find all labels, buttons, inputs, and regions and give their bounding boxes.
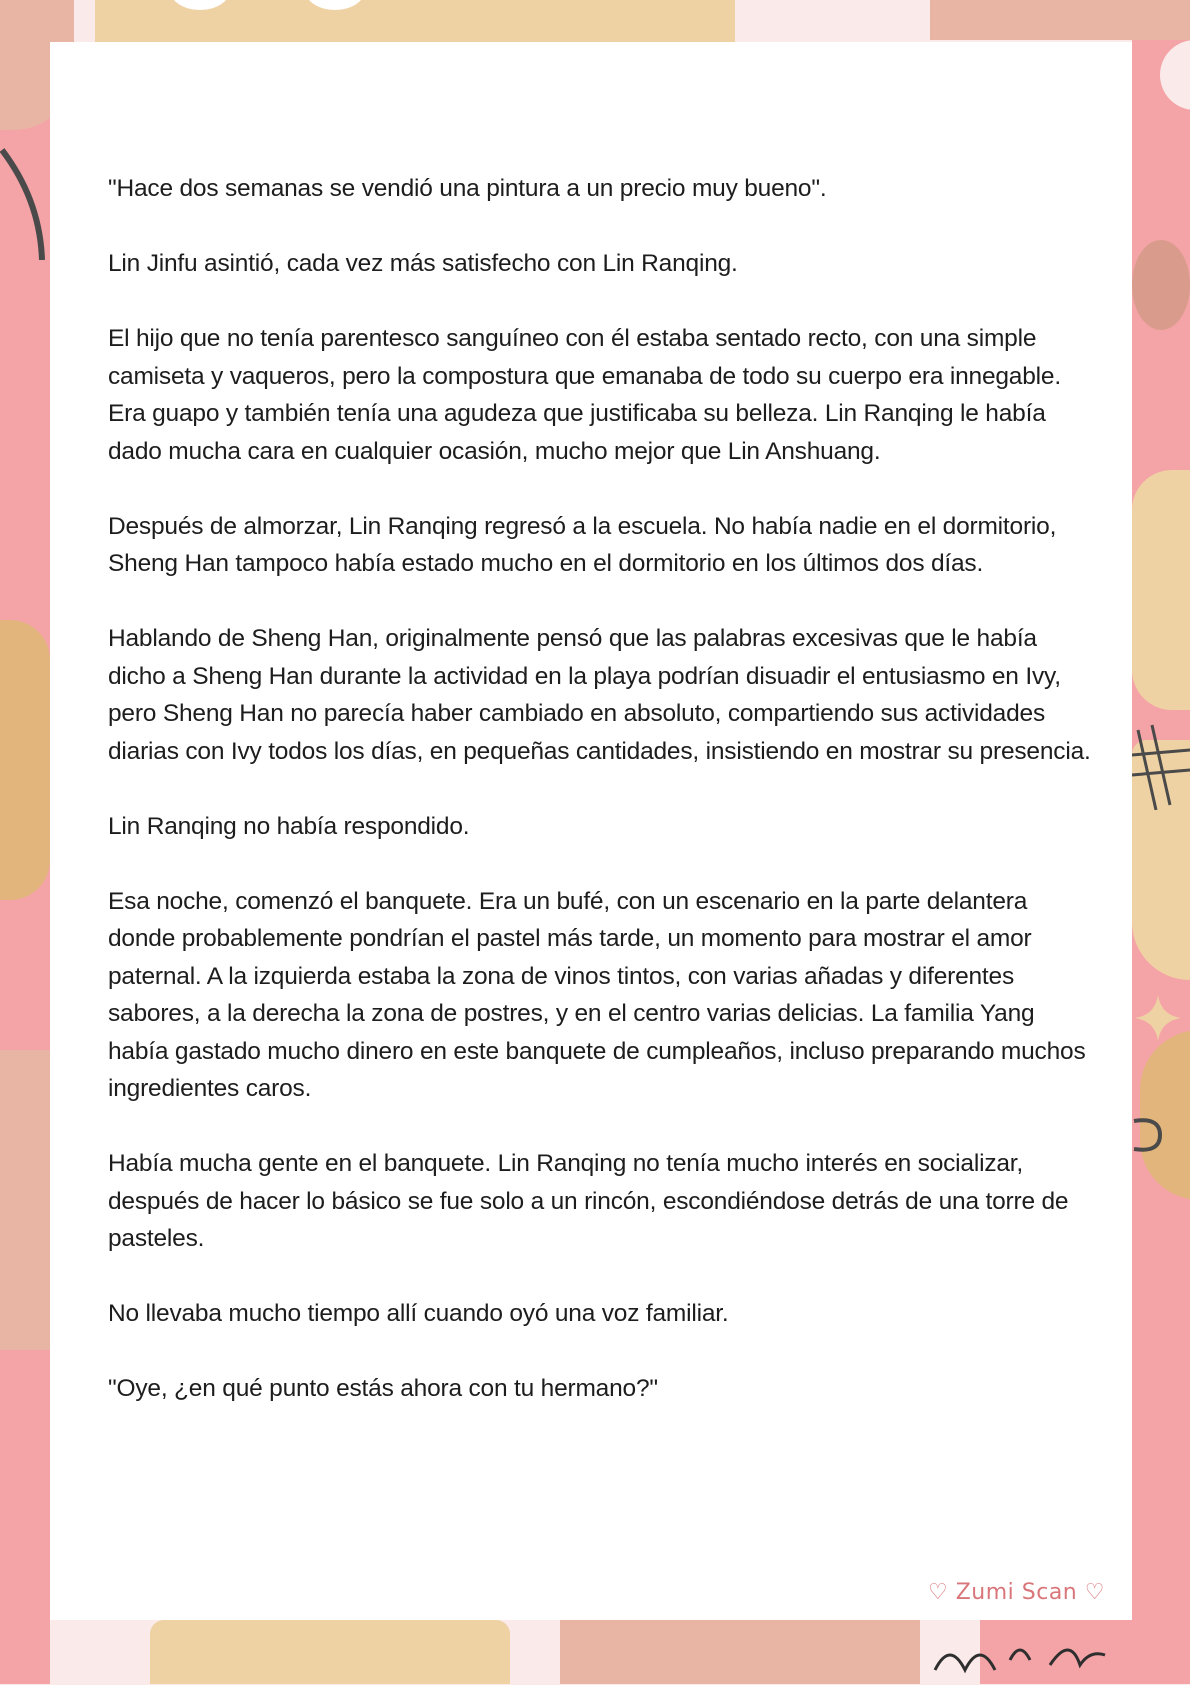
watermark: ♡ Zumi Scan ♡ bbox=[928, 1580, 1105, 1605]
decor-squiggle-icon-bottom bbox=[930, 1630, 1110, 1680]
decor-sand-band-bottom bbox=[150, 1620, 510, 1684]
paragraph: No llevaba mucho tiempo allí cuando oyó una voz familiar. bbox=[108, 1300, 729, 1327]
decor-peach-band-bottom bbox=[560, 1620, 920, 1684]
paragraph: Después de almorzar, Lin Ranqing regresó a la escuela. No había nadie en el dormitorio, Sheng Han tampoco había estado mucho en el dormitorio en los últimos dos días. bbox=[108, 512, 1057, 577]
decor-hashtag-icon bbox=[1130, 720, 1190, 810]
document-body bbox=[108, 170, 1093, 1445]
decor-peach-blob-left bbox=[0, 1050, 50, 1350]
paragraph: Esa noche, comenzó el banquete. Era un bufé, con un escenario en la parte delantera donde probablemente pondrían el pastel más tarde, un momento para mostrar el amor paternal. A la izquierda estaba la zona de vinos tintos, con varias añadas y diferentes sabores, a la derecha la zona de postres, y en el centro varias delicias. La familia Yang había gastado mucho dinero en este banquete de cumpleaños, incluso preparando muchos ingredientes caros. bbox=[108, 887, 1086, 1102]
paragraph: Lin Jinfu asintió, cada vez más satisfecho con Lin Ranqing. bbox=[108, 250, 738, 277]
decor-hook-icon bbox=[1130, 1115, 1170, 1155]
decor-sand-blob-right bbox=[1132, 470, 1190, 710]
paragraph: "Oye, ¿en qué punto estás ahora con tu hermano?" bbox=[108, 1375, 658, 1402]
sparkle-icon bbox=[1135, 995, 1181, 1041]
decor-peach-blob-right bbox=[1132, 240, 1190, 330]
paragraph: "Hace dos semanas se vendió una pintura a un precio muy bueno". bbox=[108, 175, 827, 202]
paragraph: Lin Ranqing no había respondido. bbox=[108, 812, 470, 840]
paragraph: Hablando de Sheng Han, originalmente pensó que las palabras excesivas que le había dicho a Sheng Han durante la actividad en la playa podrían disuadir el entusiasmo en Ivy, pero Sheng Han no parecía haber cambiado en absoluto, compartiendo sus actividades diarias con Ivy todos los días, en pequeñas cantidades, insistiendo en mostrar su presencia. bbox=[108, 625, 1091, 765]
decor-peach-band-topright bbox=[930, 0, 1190, 40]
decor-sand-blob-left bbox=[0, 620, 50, 900]
paragraph: Había mucha gente en el banquete. Lin Ranqing no tenía mucho interés en socializar, después de hacer lo básico se fue solo a un rincón, escondiéndose detrás de una torre de pasteles. bbox=[108, 1150, 1069, 1252]
paragraph: El hijo que no tenía parentesco sanguíneo con él estaba sentado recto, con una simple camiseta y vaqueros, pero la compostura que emanaba de todo su cuerpo era innegable. Era guapo y también tenía una agudeza que justificaba su belleza. Lin Ranqing le había dado mucha cara en cualquier ocasión, mucho mejor que Lin Anshuang. bbox=[108, 325, 1061, 465]
